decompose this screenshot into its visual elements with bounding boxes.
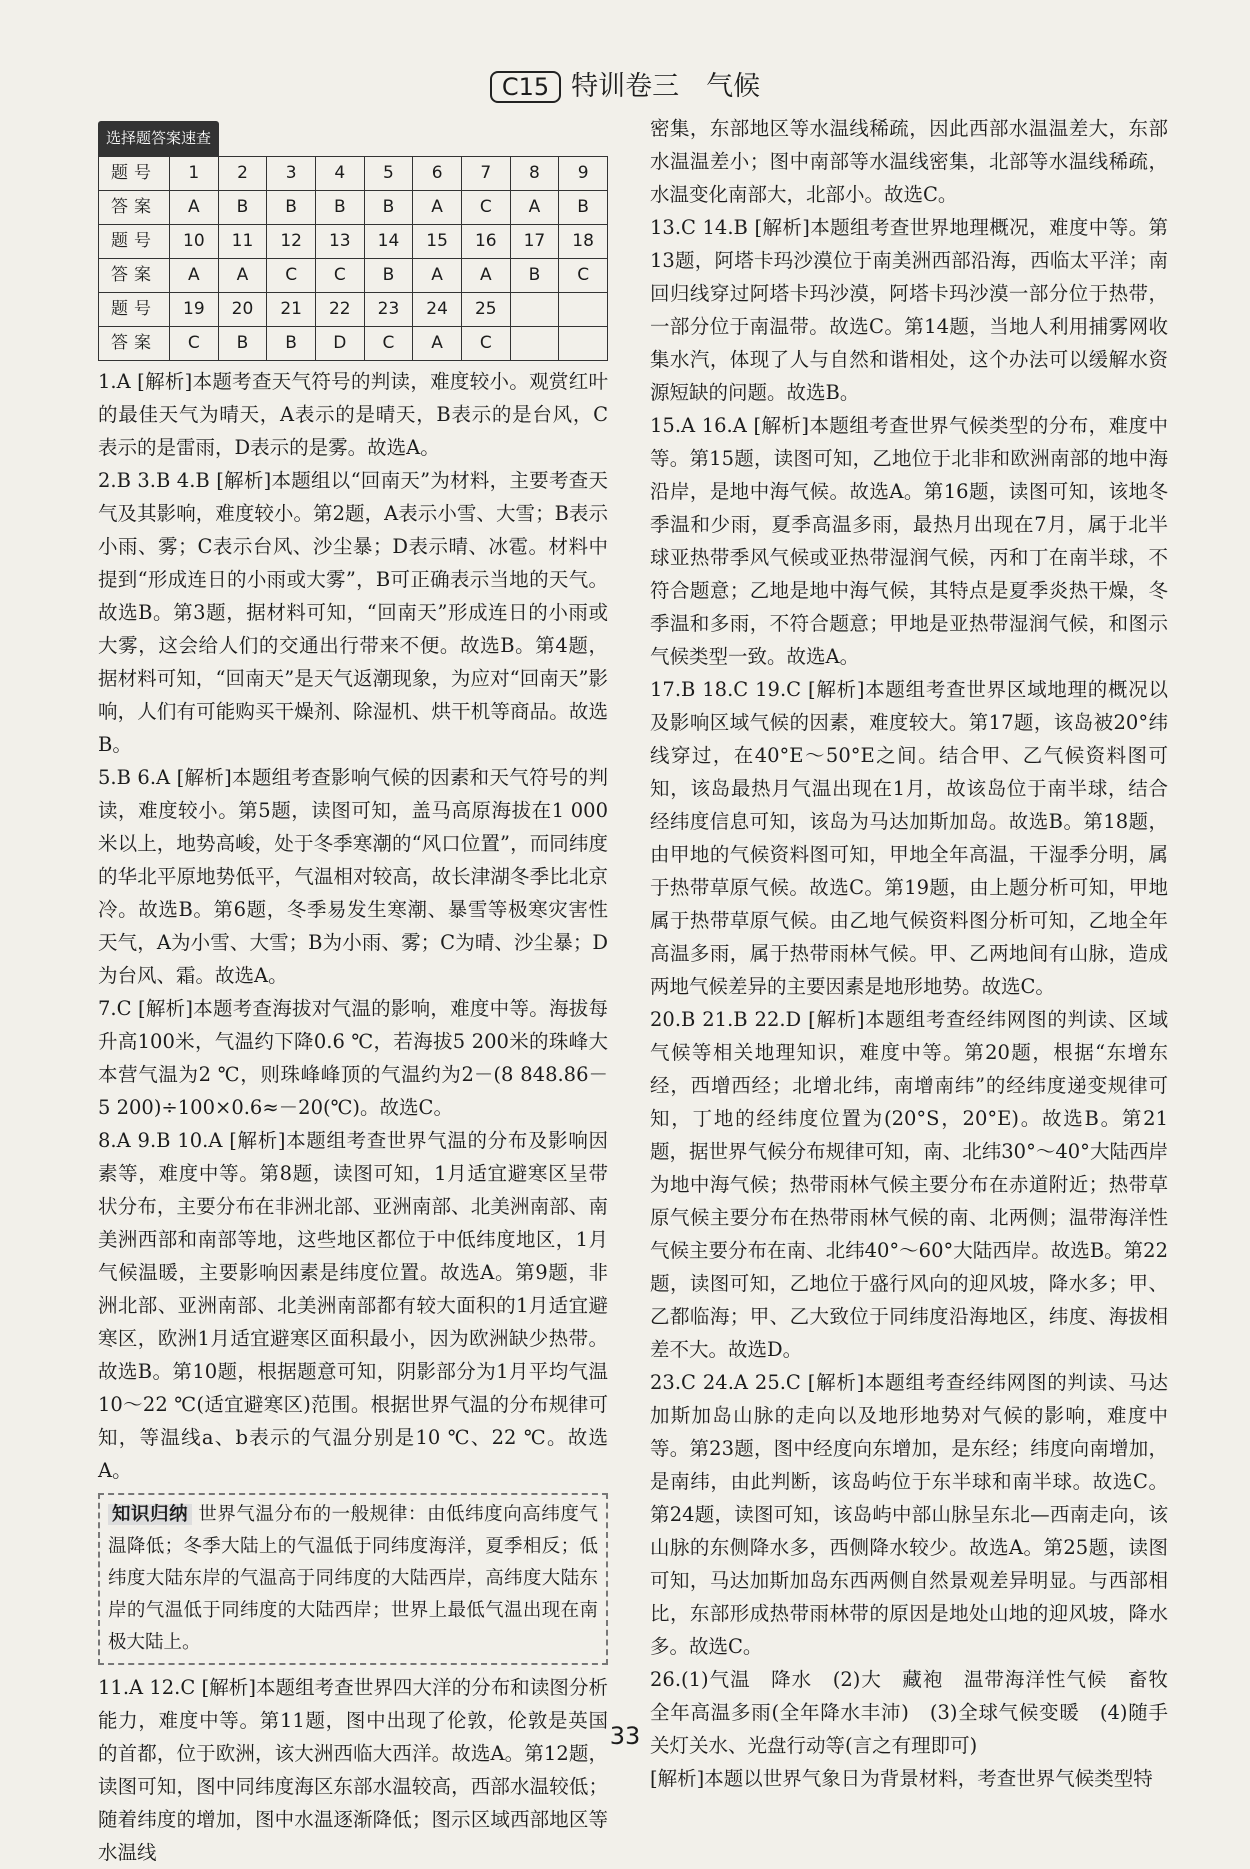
answer-key-cell: B [364,259,413,293]
answer-key-row [99,225,608,259]
answer-key-cell: 6 [413,157,462,191]
explanation-paragraph: 17.B 18.C 19.C [解析]本题组考查世界区域地理的概况以及影响区域气候的因素，难度较大。第17题，该岛被20°纬线穿过，在40°E～50°E之间。结合甲、乙气候资料图可知，该岛最热月气温出现在1月，故该岛位于南半球，结合经纬度信息可知，该岛为马达加斯加岛。故选B。第18题，由甲地的气候资料图可知，甲地全年高温，干湿季分明，属于热带草原气候。故选C。第19题，由上题分析可知，甲地属于热带草原气候。由乙地气候资料图分析可知，乙地全年高温多雨，属于热带雨林气候。甲、乙两地间有山脉，造成两地气候差异的主要因素是地形地势。故选C。 [650,678,1168,998]
answer-key-cell: A [413,259,462,293]
explanation-paragraph: 13.C 14.B [解析]本题组考查世界地理概况，难度中等。第13题，阿塔卡玛沙漠位于南美洲西部沿海，西临太平洋；南回归线穿过阿塔卡玛沙漠，阿塔卡玛沙漠一部分位于热带，一部分位于南温带。故选C。第14题，当地人利用捕雾网收集水汽，体现了人与自然和谐相处，这个办法可以缓解水资源短缺的问题。故选B。 [650,216,1168,404]
answer-key-cell [510,293,559,327]
answer-key-row-head: 答案 [99,191,170,225]
answer-key-cell: A [170,191,219,225]
answer-key-cell: 1 [170,157,219,191]
answer-key-box [98,120,608,361]
section-code-badge: C15 [490,71,561,103]
answer-key-cell: 22 [315,293,364,327]
answer-key-cell: 20 [218,293,267,327]
answer-key-cell: 9 [559,157,608,191]
answer-key-cell: 15 [413,225,462,259]
answer-key-cell: C [559,259,608,293]
answer-key-row-head: 答案 [99,327,170,361]
answer-key-cell: A [218,259,267,293]
answer-key-cell: C [170,327,219,361]
answer-key-cell: C [364,327,413,361]
answer-key-cell [559,327,608,361]
answer-key-cell: 8 [510,157,559,191]
answer-key-cell: B [364,191,413,225]
answer-key-table [98,156,608,361]
answer-key-row [99,259,608,293]
answer-key-cell: C [461,327,510,361]
answer-key-row [99,327,608,361]
answer-key-cell: B [315,191,364,225]
answer-key-cell: 23 [364,293,413,327]
explanation-paragraph: [解析]本题以世界气象日为背景材料，考查世界气候类型特 [650,1767,1153,1790]
answer-key-cell: 2 [218,157,267,191]
answer-key-cell [559,293,608,327]
right-column [650,112,1188,1795]
answer-key-cell: 18 [559,225,608,259]
answer-key-cell: A [510,191,559,225]
answer-key-cell: 25 [461,293,510,327]
explanation-paragraph: 密集，东部地区等水温线稀疏，因此西部水温温差大，东部水温温差小；图中南部等水温线密集，北部等水温线稀疏，水温变化南部大，北部小。故选C。 [650,117,1168,206]
answer-key-cell: A [413,327,462,361]
answer-key-cell: D [315,327,364,361]
answer-key-cell: 21 [267,293,316,327]
answer-key-cell [510,327,559,361]
explanation-paragraph: 5.B 6.A [解析]本题组考查影响气候的因素和天气符号的判读，难度较小。第5题，读图可知，盖马高原海拔在1 000米以上，地势高峻，处于冬季寒潮的“风口位置”，而同纬度的华北平原地势低平，气温相对较高，故长津湖冬季比北京冷。故选B。第6题，冬季易发生寒潮、暴雪等极寒灾害性天气，A为小雪、大雪；B为小雨、雾；C为晴、沙尘暴；D为台风、霜。故选A。 [98,766,608,987]
answer-key-cell: 3 [267,157,316,191]
answer-key-cell: 4 [315,157,364,191]
answer-key-cell: B [510,259,559,293]
answer-key-row-head: 题号 [99,293,170,327]
answer-key-cell: 16 [461,225,510,259]
answer-key-cell: A [413,191,462,225]
answer-key-cell: 24 [413,293,462,327]
explanation-paragraph: 7.C [解析]本题考查海拔对气温的影响，难度中等。海拔每升高100米，气温约下降0.6 ℃，若海拔5 200米的珠峰大本营气温为2 ℃，则珠峰峰顶的气温约为2－(8 848.86－5 200)÷100×0.6≈－20(℃)。故选C。 [98,997,608,1119]
answer-key-cell: 10 [170,225,219,259]
explanation-paragraph: 8.A 9.B 10.A [解析]本题组考查世界气温的分布及影响因素等，难度中等。第8题，读图可知，1月适宜避寒区呈带状分布，主要分布在非洲北部、亚洲南部、北美洲南部、南美洲西部和南部等地，这些地区都位于中低纬度地区，1月气候温暖，主要影响因素是纬度位置。故选A。第9题，非洲北部、亚洲南部、北美洲南部都有较大面积的1月适宜避寒区，欧洲1月适宜避寒区面积最小，因为欧洲缺少热带。故选B。第10题，根据题意可知，阴影部分为1月平均气温10～22 ℃(适宜避寒区)范围。根据世界气温的分布规律可知，等温线a、b表示的气温分别是10 ℃、22 ℃。故选A。 [98,1129,608,1482]
answer-key-cell: C [267,259,316,293]
answer-key-cell: 11 [218,225,267,259]
knowledge-summary-box [98,1493,608,1665]
section-title: 特训卷三 气候 [571,71,761,102]
explanation-paragraph: 11.A 12.C [解析]本题组考查世界四大洋的分布和读图分析能力，难度中等。第11题，图中出现了伦敦，伦敦是英国的首都，位于欧洲，该大洲西临大西洋。故选A。第12题，读图可知，图中同纬度海区东部水温较高，西部水温较低；随着纬度的增加，图中水温逐渐降低；图示区域西部地区等水温线 [98,1676,608,1864]
answer-key-cell: B [218,191,267,225]
explanation-paragraph: 20.B 21.B 22.D [解析]本题组考查经纬网图的判读、区域气候等相关地理知识，难度中等。第20题，根据“东增东经，西增西经；北增北纬，南增南纬”的经纬度递变规律可知，丁地的经纬度位置为(20°S，20°E)。故选B。第21题，据世界气候分布规律可知，南、北纬30°～40°大陆西岸为地中海气候；热带雨林气候主要分布在赤道附近；热带草原气候主要分布在热带雨林气候的南、北两侧；温带海洋性气候主要分布在南、北纬40°～60°大陆西岸。故选B。第22题，读图可知，乙地位于盛行风向的迎风坡，降水多；甲、乙都临海；甲、乙大致位于同纬度沿海地区，纬度、海拔相差不大。故选D。 [650,1008,1168,1361]
answer-key-cell: 5 [364,157,413,191]
answer-key-cell: 19 [170,293,219,327]
answer-key-row-head: 题号 [99,225,170,259]
answer-key-row-head: 题号 [99,157,170,191]
knowledge-text: 世界气温分布的一般规律：由低纬度向高纬度气温降低；冬季大陆上的气温低于同纬度海洋，夏季相反；低纬度大陆东岸的气温高于同纬度的大陆西岸，高纬度大陆东岸的气温低于同纬度的大陆西岸；世界上最低气温出现在南极大陆上。 [108,1504,598,1653]
answer-key-row [99,157,608,191]
answer-key-label: 选择题答案速查 [98,121,219,156]
explanation-paragraph: 23.C 24.A 25.C [解析]本题组考查经纬网图的判读、马达加斯加岛山脉的走向以及地形地势对气候的影响，难度中等。第23题，图中经度向东增加，是东经；纬度向南增加，是南纬，由此判断，该岛屿位于东半球和南半球。故选C。第24题，读图可知，该岛屿中部山脉呈东北—西南走向，该山脉的东侧降水多，西侧降水较少。故选A。第25题，读图可知，马达加斯加岛东西两侧自然景观差异明显。与西部相比，东部形成热带雨林带的原因是地处山地的迎风坡，降水多。故选C。 [650,1371,1168,1658]
answer-key-cell: 17 [510,225,559,259]
answer-key-cell: B [267,327,316,361]
left-column [98,112,608,1869]
answer-key-row [99,293,608,327]
answer-key-cell: A [170,259,219,293]
knowledge-tag: 知识归纳 [108,1504,192,1525]
answer-key-cell: A [461,259,510,293]
answer-key-cell: C [315,259,364,293]
page-title [0,64,1250,103]
answer-key-cell: C [461,191,510,225]
explanation-paragraph: 15.A 16.A [解析]本题组考查世界气候类型的分布，难度中等。第15题，读图可知，乙地位于北非和欧洲南部的地中海沿岸，是地中海气候。故选A。第16题，读图可知，该地冬季温和少雨，夏季高温多雨，最热月出现在7月，属于北半球亚热带季风气候或亚热带湿润气候，丙和丁在南半球，不符合题意；乙地是地中海气候，其特点是夏季炎热干燥，冬季温和多雨，不符合题意；甲地是亚热带湿润气候，和图示气候类型一致。故选A。 [650,414,1168,668]
answer-key-cell: B [559,191,608,225]
answer-key-row-head: 答案 [99,259,170,293]
page-number: 33 [609,1722,641,1750]
answer-key-cell: 12 [267,225,316,259]
answer-key-row [99,191,608,225]
answer-key-cell: B [218,327,267,361]
answer-key-cell: 7 [461,157,510,191]
explanation-paragraph: 1.A [解析]本题考查天气符号的判读，难度较小。观赏红叶的最佳天气为晴天，A表示的是晴天，B表示的是台风，C表示的是雷雨，D表示的是雾。故选A。 [98,370,608,459]
answer-key-cell: 14 [364,225,413,259]
explanation-paragraph: 2.B 3.B 4.B [解析]本题组以“回南天”为材料，主要考查天气及其影响，难度较小。第2题，A表示小雪、大雪；B表示小雨、雾；C表示台风、沙尘暴；D表示晴、冰雹。材料中提到“形成连日的小雨或大雾”，B可正确表示当地的天气。故选B。第3题，据材料可知，“回南天”形成连日的小雨或大雾，这会给人们的交通出行带来不便。故选B。第4题，据材料可知，“回南天”是天气返潮现象，为应对“回南天”影响，人们有可能购买干燥剂、除湿机、烘干机等商品。故选B。 [98,469,608,756]
explanation-paragraph: 26.(1)气温 降水 (2)大 藏袍 温带海洋性气候 畜牧 全年高温多雨(全年降水丰沛) (3)全球气候变暖 (4)随手关灯关水、光盘行动等(言之有理即可) [650,1668,1188,1757]
answer-key-cell: B [267,191,316,225]
answer-key-cell: 13 [315,225,364,259]
